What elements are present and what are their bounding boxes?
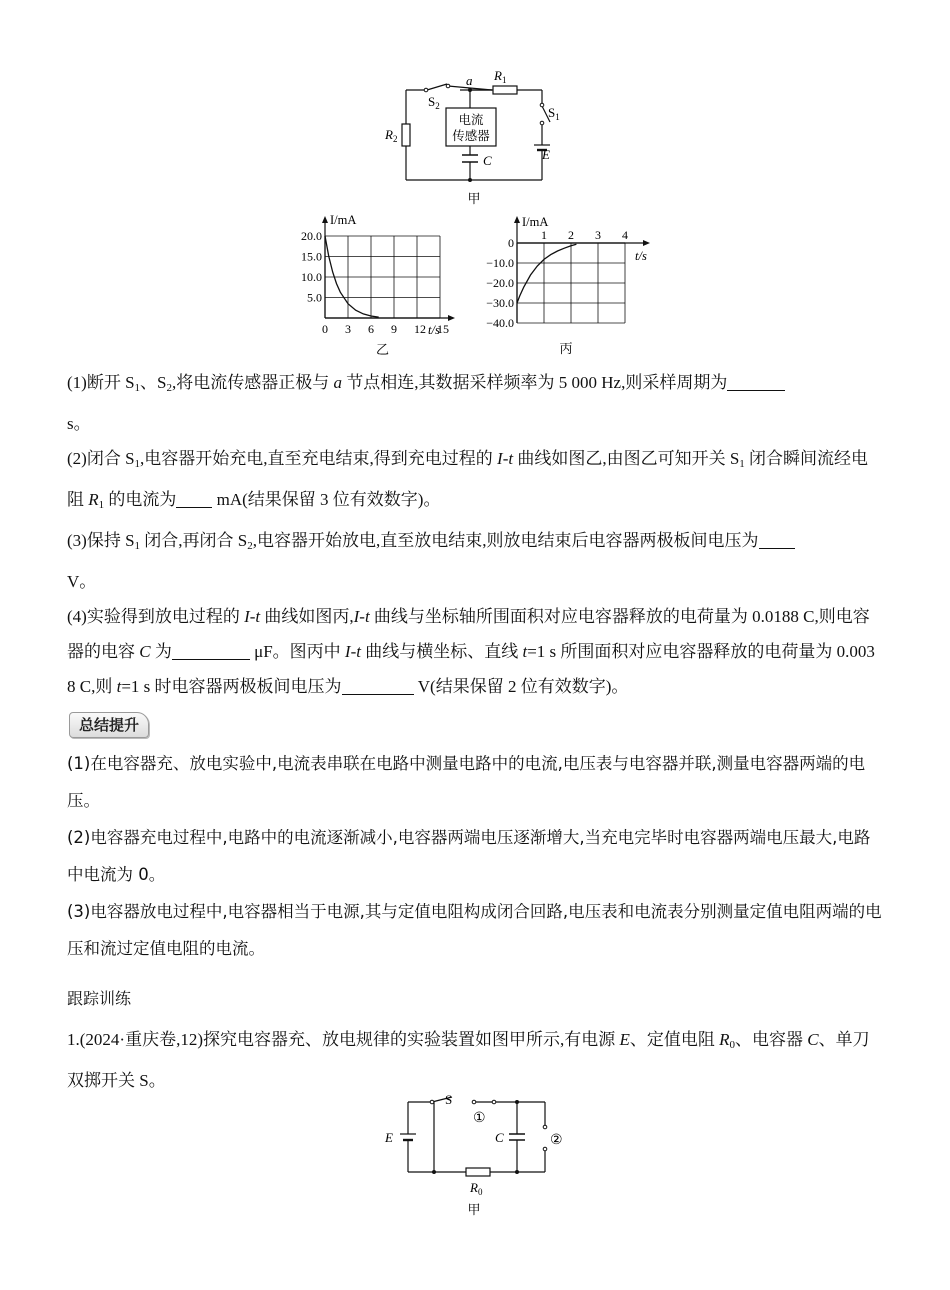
chart-bing (470, 210, 665, 360)
x-tick-label: 6 (368, 322, 374, 336)
y-axis-label: I/mA (522, 215, 549, 229)
y-tick-label: −10.0 (486, 256, 514, 270)
circuit-diagram-top (0, 0, 950, 215)
x-tick-label: 0 (322, 322, 328, 336)
x-tick-label: 15 (437, 322, 449, 336)
sensor-label-line1: 电流 (458, 113, 484, 127)
x-axis-label: t/s (428, 323, 440, 337)
fig-top-caption: 甲 (467, 191, 481, 206)
x-tick-label: 4 (622, 228, 628, 242)
summary-item-3: (3)电容器放电过程中,电容器相当于电源,其与定值电阻构成闭合回路,电压表和电流表分别测量定值电阻两端的电压和流过定值电阻的电流。 (67, 902, 882, 958)
sensor-label-line2: 传感器 (452, 129, 490, 143)
answer-blank-4a[interactable] (172, 642, 250, 660)
resistor-r2 (402, 124, 410, 146)
y-tick-label: 15.0 (301, 249, 322, 264)
y-tick-label: 5.0 (307, 290, 322, 305)
y-axis-arrow (514, 216, 520, 223)
summary-block (67, 745, 882, 967)
c-label-bottom: C (495, 1130, 504, 1145)
x-axis-arrow (643, 240, 650, 246)
x-tick-label: 3 (345, 322, 351, 336)
fig-bottom-caption: 甲 (467, 1202, 481, 1217)
r1-label: $R_1$ (494, 68, 507, 85)
s2-label: $S_2$ (428, 94, 440, 111)
e-label: E (542, 147, 550, 162)
r2-label: $R_2$ (385, 127, 398, 144)
s1-label: $S_1$ (548, 105, 560, 122)
position-2-label: ② (550, 1133, 563, 1148)
question-2: (2)闭合 $S_1$,电容器开始充电,直至充电结束,得到充电过程的 I-t 曲线如图乙,由图乙可知开关 $S_1$ 闭合瞬间流经电阻 $R_1$ 的电流为 mA(结果保留 3 位有效数字)。 (67, 449, 869, 511)
resistor-r1 (493, 86, 517, 94)
y-axis-label: I/mA (330, 213, 357, 227)
r0-label: $R_0$ (470, 1180, 483, 1197)
node-a-label: a (466, 73, 473, 88)
y-tick-label: 10.0 (301, 270, 322, 284)
c-label: C (483, 153, 492, 168)
capacitor-c-bottom (509, 1134, 525, 1140)
answer-blank-1[interactable] (727, 373, 785, 391)
x-axis-label: t/s (635, 249, 647, 263)
y-tick-label: 0 (508, 236, 514, 250)
e-label-bottom: E (385, 1130, 393, 1145)
answer-blank-3[interactable] (759, 531, 795, 549)
question-4: (4)实验得到放电过程的 I-t 曲线如图丙,I-t 曲线与坐标轴所围面积对应电容器释放的电荷量为 0.0188 C,则电容器的电容 C 为 μF。图丙中 I-t 曲线与横坐标、直线 t=1 s 所围面积对应电容器释放的电荷量为 0.003 8 C,则 t=1 s 时电容器两极板间电压为 V(结果保留 2 位有效数字)。 (67, 607, 875, 696)
question-3: (3)保持 $S_1$ 闭合,再闭合 $S_2$,电容器开始放电,直至放电结束,则放电结束后电容器两极板间电压为 V。 (67, 523, 882, 599)
y-tick-label: −20.0 (486, 276, 514, 290)
summary-item-2: (2)电容器充电过程中,电路中的电流逐渐减小,电容器两端电压逐渐增大,当充电完毕时电容器两端电压最大,电路中电流为 0。 (67, 828, 871, 884)
y-axis-arrow (322, 216, 328, 223)
chart-caption: 乙 (375, 342, 390, 357)
summary-tag: 总结提升 (69, 712, 149, 738)
tracking-question-1: 1.(2024·重庆卷,12)探究电容器充、放电规律的实验装置如图甲所示,有电源 E、定值电阻 $R_0$、电容器 C、单刀双掷开关 S。 (67, 1030, 870, 1090)
x-axis-arrow (448, 315, 455, 321)
x-tick-label: 1 (541, 228, 547, 242)
position-1-label: ① (473, 1111, 486, 1126)
x-tick-label: 3 (595, 228, 601, 242)
x-tick-label: 12 (414, 322, 426, 336)
y-tick-label: −40.0 (486, 316, 514, 330)
summary-item-1: (1)在电容器充、放电实验中,电流表串联在电路中测量电路中的电流,电压表与电容器并联,测量电容器两端的电压。 (67, 754, 866, 810)
question-1: (1)断开 $S_1$、$S_2$,将电流传感器正极与 a 节点相连,其数据采样频率为 5 000 Hz,则采样周期为 s。 (67, 365, 882, 441)
chart-yi (290, 210, 490, 360)
battery-e-bottom (400, 1134, 416, 1140)
y-tick-label: 20.0 (301, 229, 322, 243)
y-tick-label: −30.0 (486, 296, 514, 310)
s-label-bottom: S (445, 1092, 453, 1107)
chart-caption: 丙 (559, 341, 573, 356)
question-block (67, 365, 882, 704)
x-tick-label: 2 (568, 228, 574, 242)
capacitor-c (462, 155, 478, 162)
series-line-discharging (517, 244, 576, 303)
circuit-diagram-bottom (0, 1090, 950, 1220)
resistor-r0 (466, 1168, 490, 1176)
x-tick-label: 9 (391, 322, 397, 336)
answer-blank-2[interactable] (176, 490, 212, 508)
answer-blank-4b[interactable] (342, 677, 414, 695)
tracking-heading: 跟踪训练 (67, 989, 132, 1008)
